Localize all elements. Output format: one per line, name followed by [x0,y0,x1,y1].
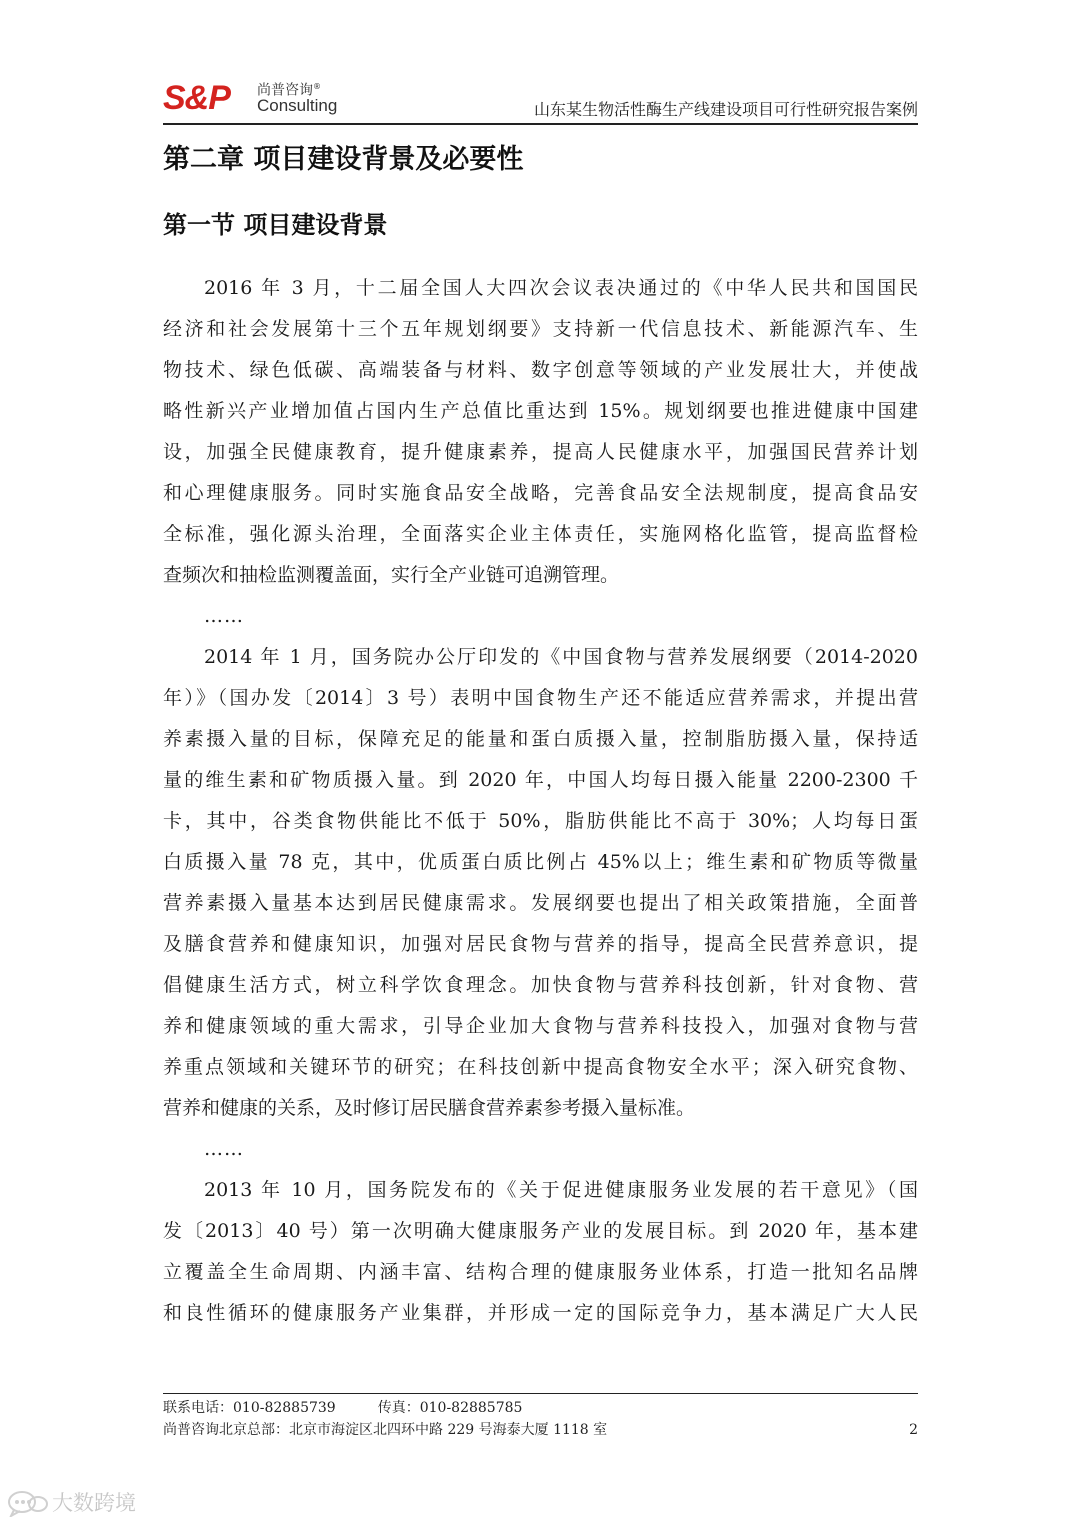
speech-bubble-icon [6,1489,50,1517]
text-line: 倡健康生活方式，树立科学饮食理念。加快食物与营养科技创新，针对食物、营 [163,974,918,996]
text-line: 量的维生素和矿物质摄入量。到 2020 年，中国人均每日摄入能量 2200-2300 千 [163,769,918,791]
text-line: 和心理健康服务。同时实施食品安全战略，完善食品安全法规制度，提高食品安 [163,482,918,504]
text-line: 养和健康领域的重大需求，引导企业加大食物与营养科技投入，加强对食物与营 [163,1015,918,1037]
text-line: 营养和健康的关系，及时修订居民膳食营养素参考摄入量标准。 [163,1097,696,1119]
text-line: 及膳食营养和健康知识，加强对居民食物与营养的指导，提高全民营养意识，提 [163,933,918,955]
body-text [163,268,918,1334]
registered-mark: ® [313,82,321,91]
text-line: 2014 年 1 月，国务院办公厅印发的《中国食物与营养发展纲要（2014-2020 [204,646,918,668]
footer-contact [163,1398,522,1418]
page-number: 2 [909,1422,918,1438]
paragraph [163,637,918,1129]
watermark-text: 大数跨境 [52,1491,136,1515]
paragraph [163,1170,918,1334]
logo-mark: S&P [163,79,230,117]
text-line: 白质摄入量 78 克，其中，优质蛋白质比例占 45%以上；维生素和矿物质等微量 [163,851,918,873]
text-line: 查频次和抽检监测覆盖面，实行全产业链可追溯管理。 [163,564,620,586]
text-line: 略性新兴产业增加值占国内生产总值比重达到 15%。规划纲要也推进健康中国建 [163,400,918,422]
section-title: 第一节 项目建设背景 [163,211,388,239]
logo-chinese-text: 尚普咨询 [257,82,313,99]
text-line: 营养素摄入量基本达到居民健康需求。发展纲要也提出了相关政策措施，全面普 [163,892,918,914]
text-line: 养重点领域和关键环节的研究；在科技创新中提高食物安全水平；深入研究食物、 [163,1056,918,1078]
text-line: 设，加强全民健康教育，提升健康素养，提高人民健康水平，加强国民营养计划 [163,441,918,463]
text-line: 经济和社会发展第十三个五年规划纲要》支持新一代信息技术、新能源汽车、生 [163,318,918,340]
text-line: 全标准，强化源头治理，全面落实企业主体责任，实施网格化监管，提高监督检 [163,523,918,545]
text-line: 发〔2013〕40 号）第一次明确大健康服务产业的发展目标。到 2020 年，基本建 [163,1220,918,1242]
footer-phone: 联系电话：010-82885739 [163,1400,336,1416]
text-line: 立覆盖全生命周期、内涵丰富、结构合理的健康服务业体系，打造一批知名品牌 [163,1261,918,1283]
text-line: 和良性循环的健康服务产业集群，并形成一定的国际竞争力，基本满足广大人民 [163,1302,918,1324]
footer-address: 尚普咨询北京总部：北京市海淀区北四环中路 229 号海泰大厦 1118 室 [163,1422,608,1438]
header-divider [163,123,918,125]
footer-fax: 传真：010-82885785 [377,1400,523,1416]
text-line: 2013 年 10 月，国务院发布的《关于促进健康服务业发展的若干意见》（国 [204,1179,918,1201]
report-title: 山东某生物活性酶生产线建设项目可行性研究报告案例 [533,100,918,119]
ellipsis: …… [204,605,244,627]
text-line: 物技术、绿色低碳、高端装备与材料、数字创意等领域的产业发展壮大，并使战 [163,359,918,381]
chapter-title: 第二章 项目建设背景及必要性 [163,144,524,175]
ellipsis: …… [204,1138,244,1160]
text-line: 2016 年 3 月，十二届全国人大四次会议表决通过的《中华人民共和国国民 [204,277,918,299]
text-line: 卡，其中，谷类食物供能比不低于 50%，脂肪供能比不高于 30%；人均每日蛋 [163,810,918,832]
logo-english-name: Consulting [257,96,338,115]
page-header [163,72,918,122]
text-line: 养素摄入量的目标，保障充足的能量和蛋白质摄入量，控制脂肪摄入量，保持适 [163,728,918,750]
footer-divider [163,1393,918,1394]
paragraph [163,268,918,596]
text-line: 年）》（国办发〔2014〕3 号）表明中国食物生产还不能适应营养需求，并提出营 [163,687,918,709]
